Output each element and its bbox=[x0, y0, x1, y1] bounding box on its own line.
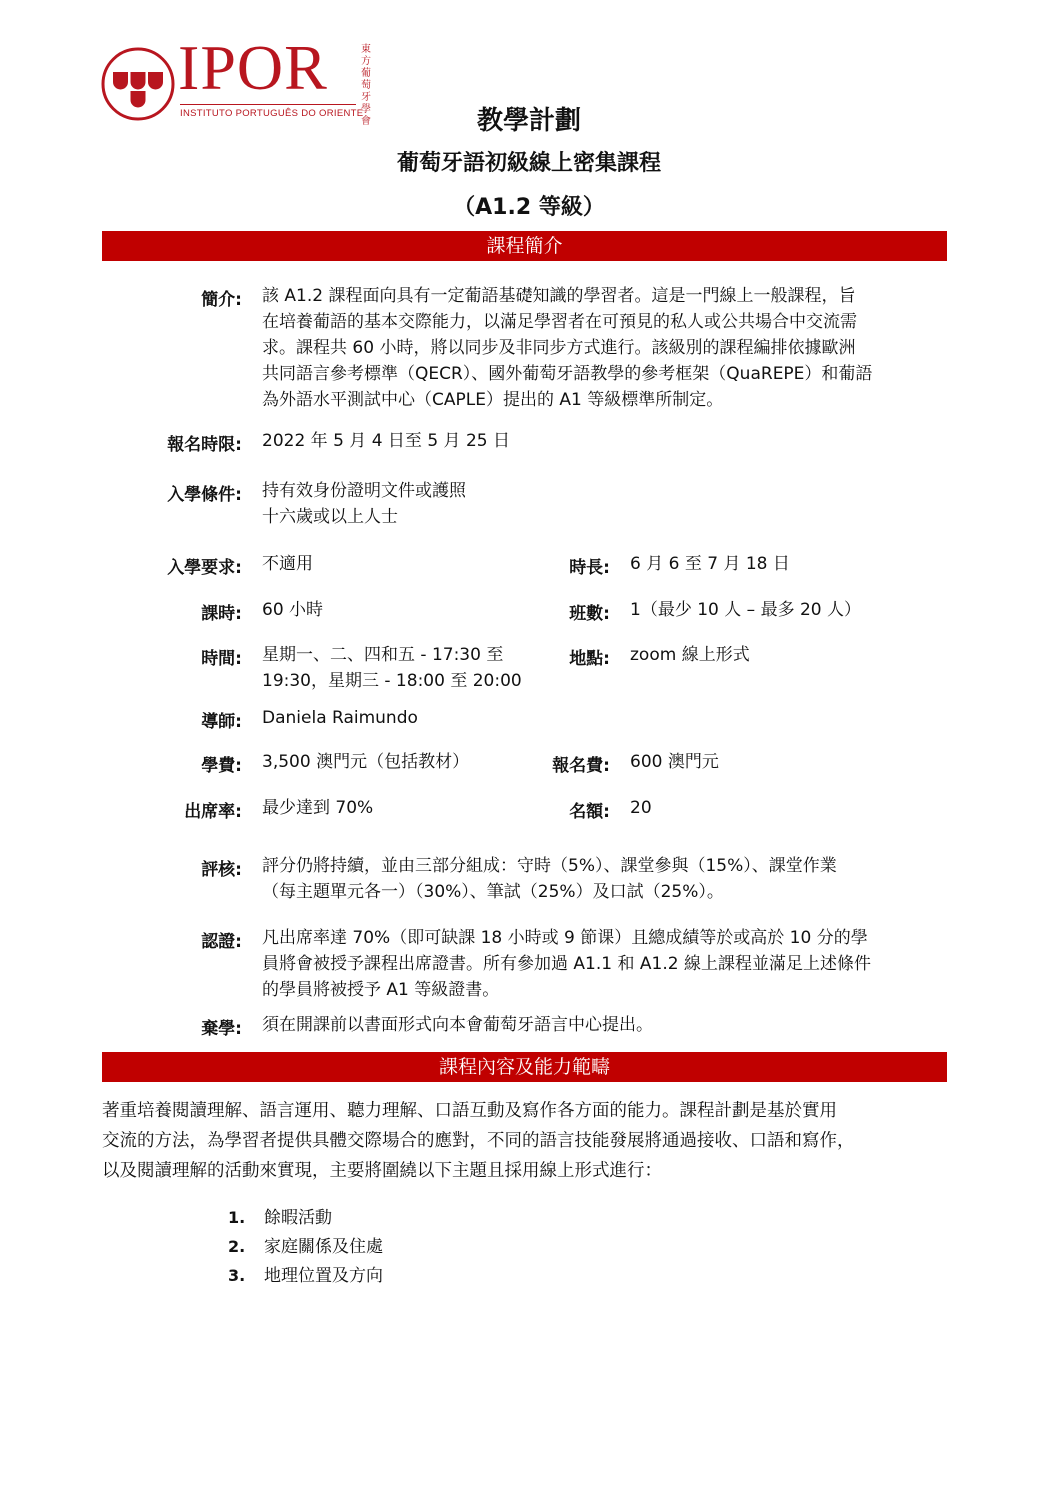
course-name: 葡萄牙語初級線上密集課程 bbox=[396, 151, 661, 176]
location-value: zoom 線上形式 bbox=[630, 645, 750, 665]
classes-value: 1（最少 10 人 – 最多 20 人） bbox=[630, 600, 862, 620]
certificate-text: 凡出席率達 70%（即可缺課 18 小時或 9 節课）且總成績等於或高於 10 分的學 員將會被授予課程出席證書。所有參加過 A1.1 和 A1.2 線上課程並滿足上述條件 的學員將被授予 A1 等級證書。 bbox=[262, 928, 871, 1000]
logo-brand: IPOR bbox=[178, 32, 328, 103]
intro-text: 該 A1.2 課程面向具有一定葡語基礎知識的學習者。這是一門線上一般課程，旨 在培養葡語的基本交際能力，以滿足學習者在可預見的私人或公共場合中交流需 求。課程共 60 小時，將以同步及非同步方式進行。該級別的課程編排依據歐洲 共同語言參考標準（QECR）、國外葡萄牙語教學的參考框架（QuaREPE）和葡語 為外語水平測試中心（CAPLE）提出的 A1 等級標準所制定。 bbox=[262, 286, 873, 410]
list-item: 2. 家庭關係及住處 bbox=[228, 1237, 383, 1257]
schedule-value: 星期一、二、四和五 - 17:30 至 19:30，星期三 - 18:00 至 20:00 bbox=[262, 645, 522, 691]
list-item: 3. 地理位置及方向 bbox=[228, 1266, 383, 1286]
admission-label: 入學條件: bbox=[167, 485, 242, 505]
hours-label: 課時: bbox=[201, 604, 242, 624]
intro-label: 簡介: bbox=[201, 290, 242, 310]
registration-value: 2022 年 5 月 4 日至 5 月 25 日 bbox=[262, 431, 510, 451]
course-level: （A1.2 等級） bbox=[453, 195, 605, 220]
withdrawal-value: 須在開課前以書面形式向本會葡萄牙語言中心提出。 bbox=[262, 1015, 653, 1035]
attendance-value: 最少達到 70% bbox=[262, 798, 374, 818]
hours-value: 60 小時 bbox=[262, 600, 324, 620]
assessment-label: 評核: bbox=[201, 860, 242, 880]
certificate-label: 認證: bbox=[201, 932, 242, 952]
registration-label: 報名時限: bbox=[167, 435, 242, 455]
list-item: 1. 餘暇活動 bbox=[228, 1208, 332, 1228]
teacher-value: Daniela Raimundo bbox=[262, 708, 418, 728]
teacher-label: 導師: bbox=[201, 712, 242, 732]
section-heading-content: 課程內容及能力範疇 bbox=[102, 1052, 947, 1082]
withdrawal-label: 棄學: bbox=[201, 1019, 242, 1039]
schedule-label: 時間: bbox=[201, 649, 242, 669]
reg-fee-value: 600 澳門元 bbox=[630, 752, 719, 772]
classes-label: 班數: bbox=[569, 604, 610, 624]
logo-subtitle: INSTITUTO PORTUGUÊS DO ORIENTE bbox=[180, 108, 364, 119]
section-heading-intro: 課程簡介 bbox=[102, 231, 947, 261]
quota-value: 20 bbox=[630, 798, 652, 818]
attendance-label: 出席率: bbox=[184, 802, 242, 822]
duration-value: 6 月 6 至 7 月 18 日 bbox=[630, 554, 790, 574]
fee-label: 學費: bbox=[201, 756, 242, 776]
duration-label: 時長: bbox=[569, 558, 610, 578]
assessment-text: 評分仍將持續，並由三部分組成：守時（5%）、課堂參與（15%）、課堂作業 （每主題單元各一）（30%）、筆試（25%）及口試（25%）。 bbox=[262, 856, 837, 902]
requirement-value: 不適用 bbox=[262, 554, 313, 574]
topic-list bbox=[228, 1203, 383, 1290]
page-title: 教學計劃 bbox=[476, 106, 581, 136]
quota-label: 名額: bbox=[569, 802, 610, 822]
reg-fee-label: 報名費: bbox=[552, 756, 610, 776]
logo-vertical-text: 東方葡萄牙學會 bbox=[361, 44, 371, 127]
admission-value: 持有效身份證明文件或護照 十六歲或以上人士 bbox=[262, 481, 466, 527]
location-label: 地點: bbox=[569, 649, 610, 669]
requirement-label: 入學要求: bbox=[167, 558, 242, 578]
content-text: 著重培養閱讀理解、語言運用、聽力理解、口語互動及寫作各方面的能力。課程計劃是基於實用 交流的方法，為學習者提供具體交際場合的應對，不同的語言技能發展將通過接收、口語和寫作， 以及閱讀理解的活動來實現，主要將圍繞以下主題且採用線上形式進行： bbox=[102, 1101, 855, 1181]
fee-value: 3,500 澳門元（包括教材） bbox=[262, 752, 470, 772]
